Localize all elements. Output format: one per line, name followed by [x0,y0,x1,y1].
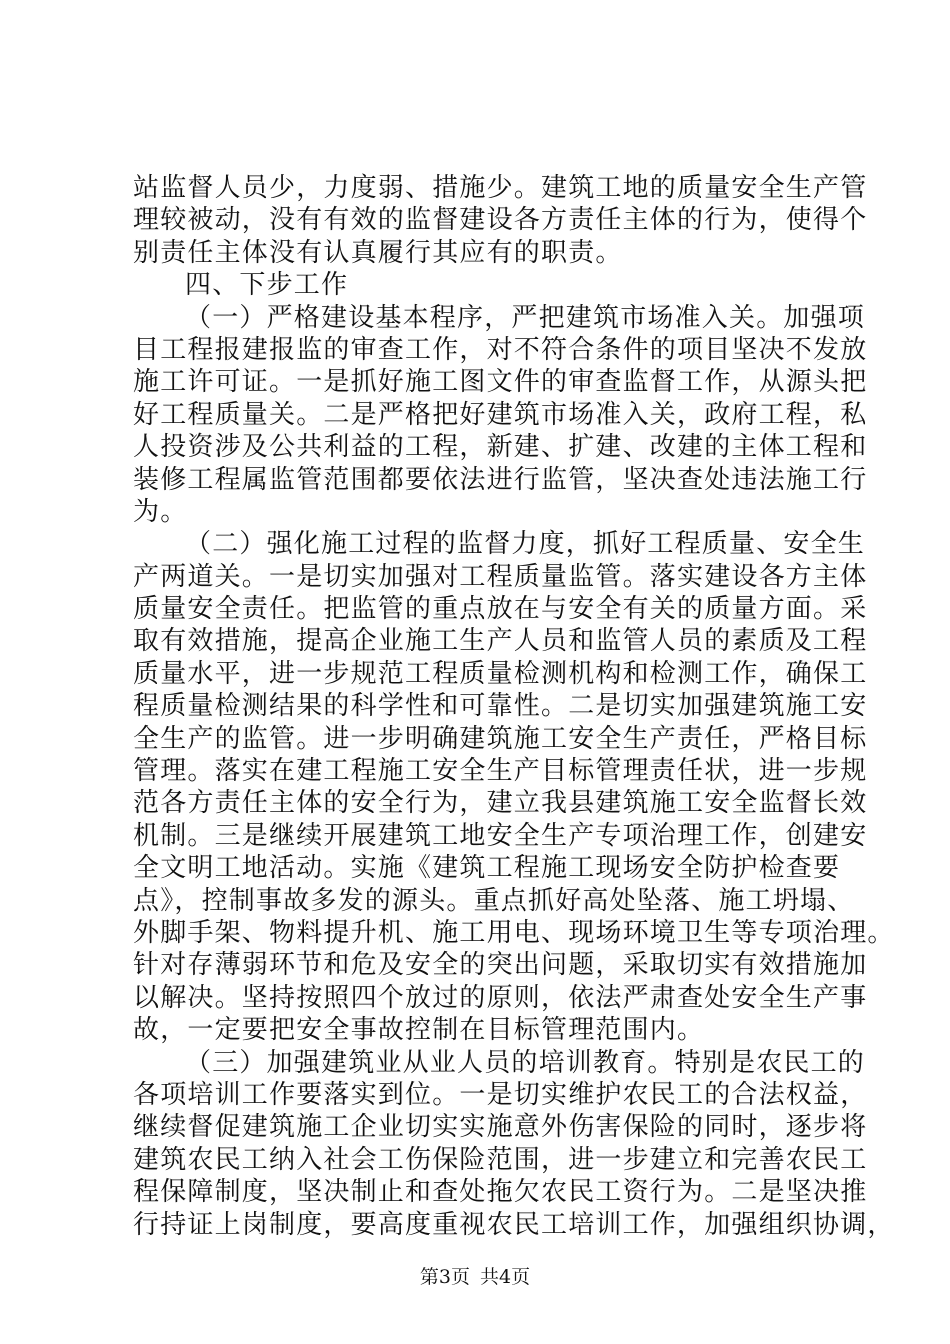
text-line: 故，一定要把安全事故控制在目标管理范围内。 [133,1015,705,1046]
text-line: 产两道关。一是切实加强对工程质量监管。落实建设各方主体 [133,561,868,592]
text-line: 取有效措施，提高企业施工生产人员和监管人员的素质及工程 [133,626,868,657]
text-line: 为。 [133,496,188,527]
text-line: 针对存薄弱环节和危及安全的突出问题，采取切实有效措施加 [133,950,868,981]
text-line: 以解决。坚持按照四个放过的原则，依法严肃查处安全生产事 [133,982,868,1013]
text-line: 行持证上岗制度，要高度重视农民工培训工作，加强组织协调， [133,1209,895,1240]
text-line: 点》，控制事故多发的源头。重点抓好高处坠落、施工坍塌、 [133,885,855,916]
text-line: 继续督促建筑施工企业切实实施意外伤害保险的同时，逐步将 [133,1112,868,1143]
page-number: 第3页 [419,1266,470,1288]
paragraph-start: （二）强化施工过程的监督力度，抓好工程质量、安全生 [185,529,866,560]
text-line: 程保障制度，坚决制止和查处拖欠农民工资行为。二是坚决推 [133,1177,868,1208]
text-line: 机制。三是继续开展建筑工地安全生产专项治理工作，创建安 [133,820,868,851]
text-line: 理较被动，没有有效的监督建设各方责任主体的行为，使得个 [133,205,868,236]
text-line: 人投资涉及公共利益的工程，新建、扩建、改建的主体工程和 [133,432,868,463]
text-line: 好工程质量关。二是严格把好建筑市场准入关，政府工程，私 [133,399,868,430]
text-line: 质量安全责任。把监管的重点放在与安全有关的质量方面。采 [133,594,868,625]
text-line: 外脚手架、物料提升机、施工用电、现场环境卫生等专项治理。 [133,917,895,948]
text-line: 别责任主体没有认真履行其应有的职责。 [133,237,623,268]
text-line: 建筑农民工纳入社会工伤保险范围，进一步建立和完善农民工 [133,1144,868,1175]
text-line: 施工许可证。一是抓好施工图文件的审查监督工作，从源头把 [133,367,868,398]
text-line: 质量水平，进一步规范工程质量检测机构和检测工作，确保工 [133,658,868,689]
section-heading: 四、下步工作 [185,270,349,301]
page-total: 共4页 [480,1266,531,1288]
page-footer [0,1262,950,1289]
text-line: 装修工程属监管范围都要依法进行监管，坚决查处违法施工行 [133,464,868,495]
text-line: 全文明工地活动。实施《建筑工程施工现场安全防护检查要 [133,853,841,884]
text-line: 目工程报建报监的审查工作，对不符合条件的项目坚决不发放 [133,334,868,365]
text-line: 管理。落实在建工程施工安全生产目标管理责任状，进一步规 [133,756,868,787]
text-line: 范各方责任主体的安全行为，建立我县建筑施工安全监督长效 [133,788,868,819]
text-line: 各项培训工作要落实到位。一是切实维护农民工的合法权益， [133,1079,868,1110]
text-line: 全生产的监管。进一步明确建筑施工安全生产责任，严格目标 [133,723,868,754]
text-line: 程质量检测结果的科学性和可靠性。二是切实加强建筑施工安 [133,691,868,722]
paragraph-start: （三）加强建筑业从业人员的培训教育。特别是农民工的 [185,1047,866,1078]
text-line: 站监督人员少，力度弱、措施少。建筑工地的质量安全生产管 [133,173,868,203]
paragraph-start: （一）严格建设基本程序，严把建筑市场准入关。加强项 [185,302,866,333]
document-body [133,172,895,1241]
